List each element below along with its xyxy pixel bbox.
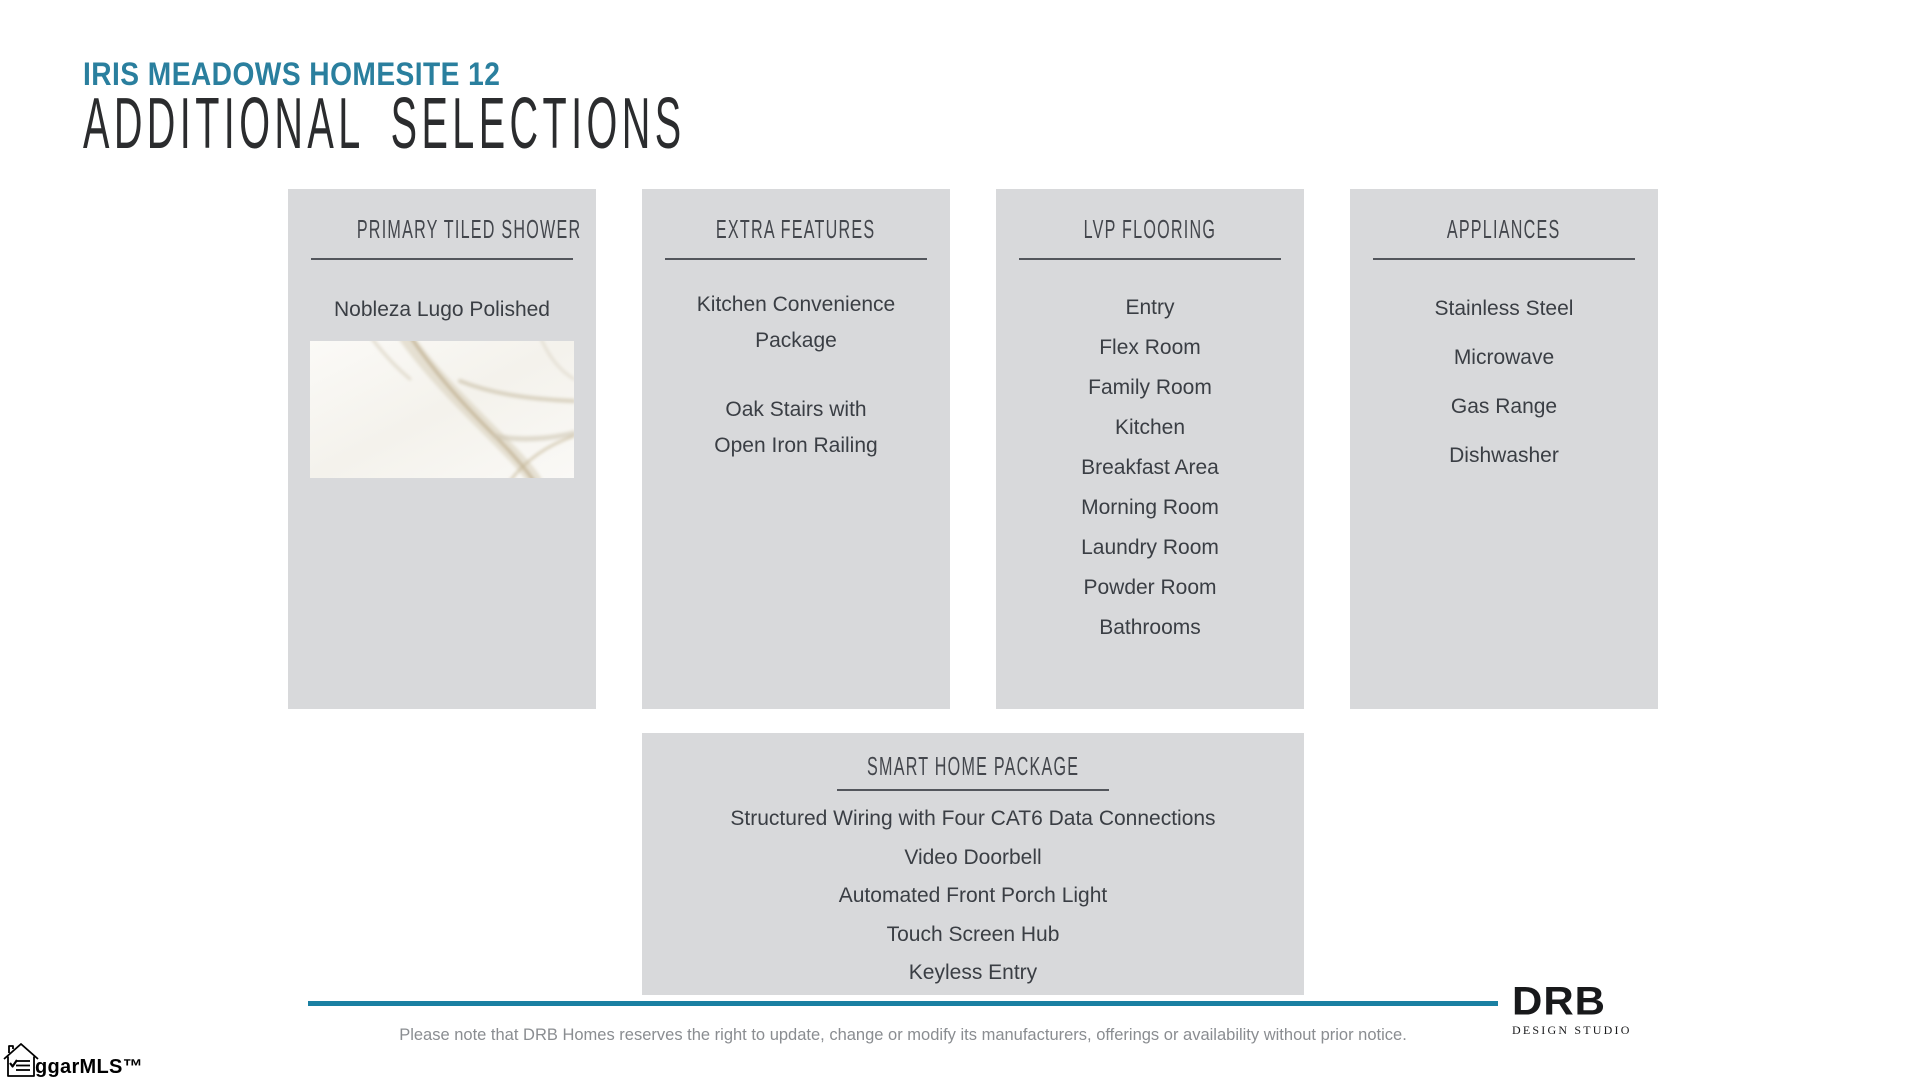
selection-item: Structured Wiring with Four CAT6 Data Connections	[730, 807, 1216, 830]
selection-item: Morning Room	[1081, 496, 1219, 519]
heading-underline	[1019, 258, 1281, 260]
selection-item: Laundry Room	[1081, 536, 1219, 559]
selection-item: Package	[755, 329, 837, 352]
heading-underline	[311, 258, 573, 260]
card-heading	[288, 189, 596, 246]
card-heading	[1350, 189, 1658, 246]
selection-item: Automated Front Porch Light	[838, 884, 1108, 907]
selection-item: Powder Room	[1083, 576, 1217, 599]
card-heading-text: EXTRA FEATURES	[716, 214, 876, 244]
selection-list	[642, 800, 1304, 993]
selection-item: Open Iron Railing	[714, 434, 878, 457]
card-heading	[996, 189, 1304, 246]
selection-item: Kitchen	[1114, 416, 1186, 439]
card-heading	[642, 733, 1304, 781]
card-heading-text: PRIMARY TILED SHOWER	[356, 214, 582, 244]
page-title-text: ADDITIONAL SELECTIONS	[83, 84, 686, 164]
selection-item: Entry	[1125, 296, 1175, 319]
heading-underline	[837, 789, 1109, 791]
drb-design-studio-logo	[1512, 978, 1632, 1038]
community-subtitle: IRIS MEADOWS HOMESITE 12	[83, 56, 501, 92]
selection-item: Flex Room	[1099, 336, 1201, 359]
marble-tile-image	[310, 341, 574, 478]
feature-group	[642, 392, 950, 464]
drb-logo-name: DRB	[1512, 978, 1606, 1023]
feature-group	[642, 287, 950, 359]
selection-item: Stainless Steel	[1434, 297, 1574, 320]
selection-item: Dishwasher	[1449, 444, 1559, 467]
mls-watermark	[2, 1042, 143, 1078]
drb-logo-tagline: DESIGN STUDIO	[1512, 1023, 1632, 1037]
selection-item: Breakfast Area	[1081, 456, 1219, 479]
selection-item: Gas Range	[1450, 395, 1558, 418]
card-extra-features	[642, 189, 950, 709]
mls-watermark-text: ggarMLS™	[35, 1056, 143, 1078]
selection-item: Bathrooms	[1099, 616, 1201, 639]
card-lvp-flooring	[996, 189, 1304, 709]
selection-item: Touch Screen Hub	[886, 922, 1060, 946]
card-heading-text: LVP FLOORING	[1083, 214, 1217, 244]
heading-underline	[1373, 258, 1635, 260]
selection-item: Oak Stairs with	[725, 398, 867, 421]
heading-underline	[665, 258, 927, 260]
card-heading	[642, 189, 950, 246]
selection-item: Keyless Entry	[908, 961, 1038, 984]
footer-divider-line	[308, 1001, 1498, 1006]
selection-item: Microwave	[1453, 346, 1555, 369]
selection-item: Nobleza Lugo Polished	[334, 298, 550, 321]
card-appliances	[1350, 189, 1658, 709]
selection-item: Video Doorbell	[904, 845, 1042, 869]
card-heading-text: APPLIANCES	[1447, 214, 1561, 244]
disclaimer-text: Please note that DRB Homes reserves the right to update, change or modify its manufacturers, offerings or availability without prior notice.	[399, 1026, 1407, 1044]
card-primary-tiled-shower	[288, 189, 596, 709]
page-title	[83, 84, 1179, 164]
selection-list	[1350, 284, 1658, 480]
card-heading-text: SMART HOME PACKAGE	[866, 751, 1080, 781]
selection-item: Kitchen Convenience	[696, 293, 896, 316]
selection-item: Family Room	[1088, 376, 1212, 399]
marble-tile-graphic	[310, 341, 574, 478]
selection-list	[996, 288, 1304, 648]
card-smart-home-package	[642, 733, 1304, 995]
